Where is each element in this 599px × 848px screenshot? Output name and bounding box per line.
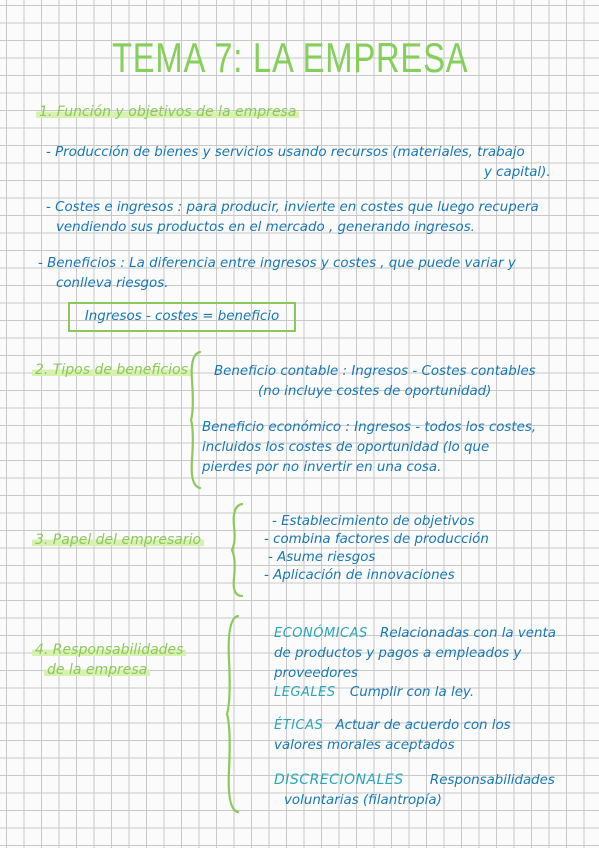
formula-box bbox=[68, 302, 296, 332]
legales-label: LEGALES bbox=[274, 685, 336, 700]
discrecionales-label: DISCRECIONALES bbox=[274, 772, 404, 788]
economicas-label: ECONÓMICAS bbox=[274, 626, 368, 641]
eticas-label: ÉTICAS bbox=[274, 718, 324, 733]
section-3-heading-text: 3. Papel del empresario bbox=[32, 532, 204, 548]
discrecionales-line-1 bbox=[274, 770, 555, 791]
section-4-heading bbox=[32, 640, 186, 680]
legales-text: Cumplir con la ley. bbox=[349, 685, 475, 700]
section-2-heading bbox=[32, 362, 191, 378]
section-1-bullet-2-line-1: - Costes e ingresos : para producir, invierte en costes que luego recupera bbox=[46, 200, 539, 215]
section-1-bullet-3-line-1: - Beneficios : La diferencia entre ingresos y costes , que puede variar y bbox=[38, 256, 516, 271]
section-1-bullet-1-line-1: - Producción de bienes y servicios usando recursos (materiales, trabajo bbox=[46, 145, 525, 160]
discrecionales-line-2: voluntarias (filantropía) bbox=[284, 793, 442, 808]
economicas-text-1: Relacionadas con la venta bbox=[380, 626, 556, 641]
section-1-heading bbox=[36, 104, 299, 120]
beneficio-economico-line-2: incluidos los costes de oportunidad (lo que bbox=[202, 440, 490, 455]
discrecionales-text-1: Responsabilidades bbox=[429, 773, 555, 788]
economicas-line-3: proveedores bbox=[274, 666, 359, 681]
section-3-item-1: - Establecimiento de objetivos bbox=[272, 514, 475, 529]
beneficio-contable-line-2: (no incluye costes de oportunidad) bbox=[258, 384, 492, 399]
section-4-heading-line-1: 4. Responsabilidades bbox=[32, 642, 186, 658]
section-1-bullet-3-line-2: conlleva riesgos. bbox=[56, 276, 169, 291]
beneficio-economico-line-3: pierdes por no invertir en una cosa. bbox=[202, 460, 442, 475]
section-1-bullet-2-line-2: vendiendo sus productos en el mercado , generando ingresos. bbox=[56, 220, 475, 235]
section-1-heading-text: 1. Función y objetivos de la empresa bbox=[36, 104, 299, 120]
beneficio-contable-line-1: Beneficio contable : Ingresos - Costes contables bbox=[214, 364, 536, 379]
section-3-heading bbox=[32, 532, 204, 548]
section-4-brace bbox=[222, 614, 248, 814]
section-4-heading-line-2: de la empresa bbox=[44, 662, 150, 678]
economicas-line-2: de productos y pagos a empleados y bbox=[274, 646, 522, 661]
eticas-line-1 bbox=[274, 716, 511, 736]
page-title: TEMA 7: LA EMPRESA bbox=[112, 34, 469, 81]
section-3-item-2: - combina factores de producción bbox=[264, 532, 489, 547]
eticas-line-2: valores morales aceptados bbox=[274, 738, 455, 753]
section-1-bullet-1-line-2: y capital). bbox=[484, 165, 551, 180]
section-2-heading-text: 2. Tipos de beneficios bbox=[32, 362, 191, 378]
section-3-brace bbox=[228, 502, 252, 598]
eticas-text-1: Actuar de acuerdo con los bbox=[335, 718, 511, 733]
section-3-item-3: - Asume riesgos bbox=[268, 550, 376, 565]
economicas-line-1 bbox=[274, 624, 556, 644]
section-3-item-4: - Aplicación de innovaciones bbox=[264, 568, 455, 583]
legales-line bbox=[274, 683, 474, 703]
beneficio-economico-line-1: Beneficio económico : Ingresos - todos los costes, bbox=[202, 420, 537, 435]
formula-text: Ingresos - costes = beneficio bbox=[84, 309, 280, 324]
